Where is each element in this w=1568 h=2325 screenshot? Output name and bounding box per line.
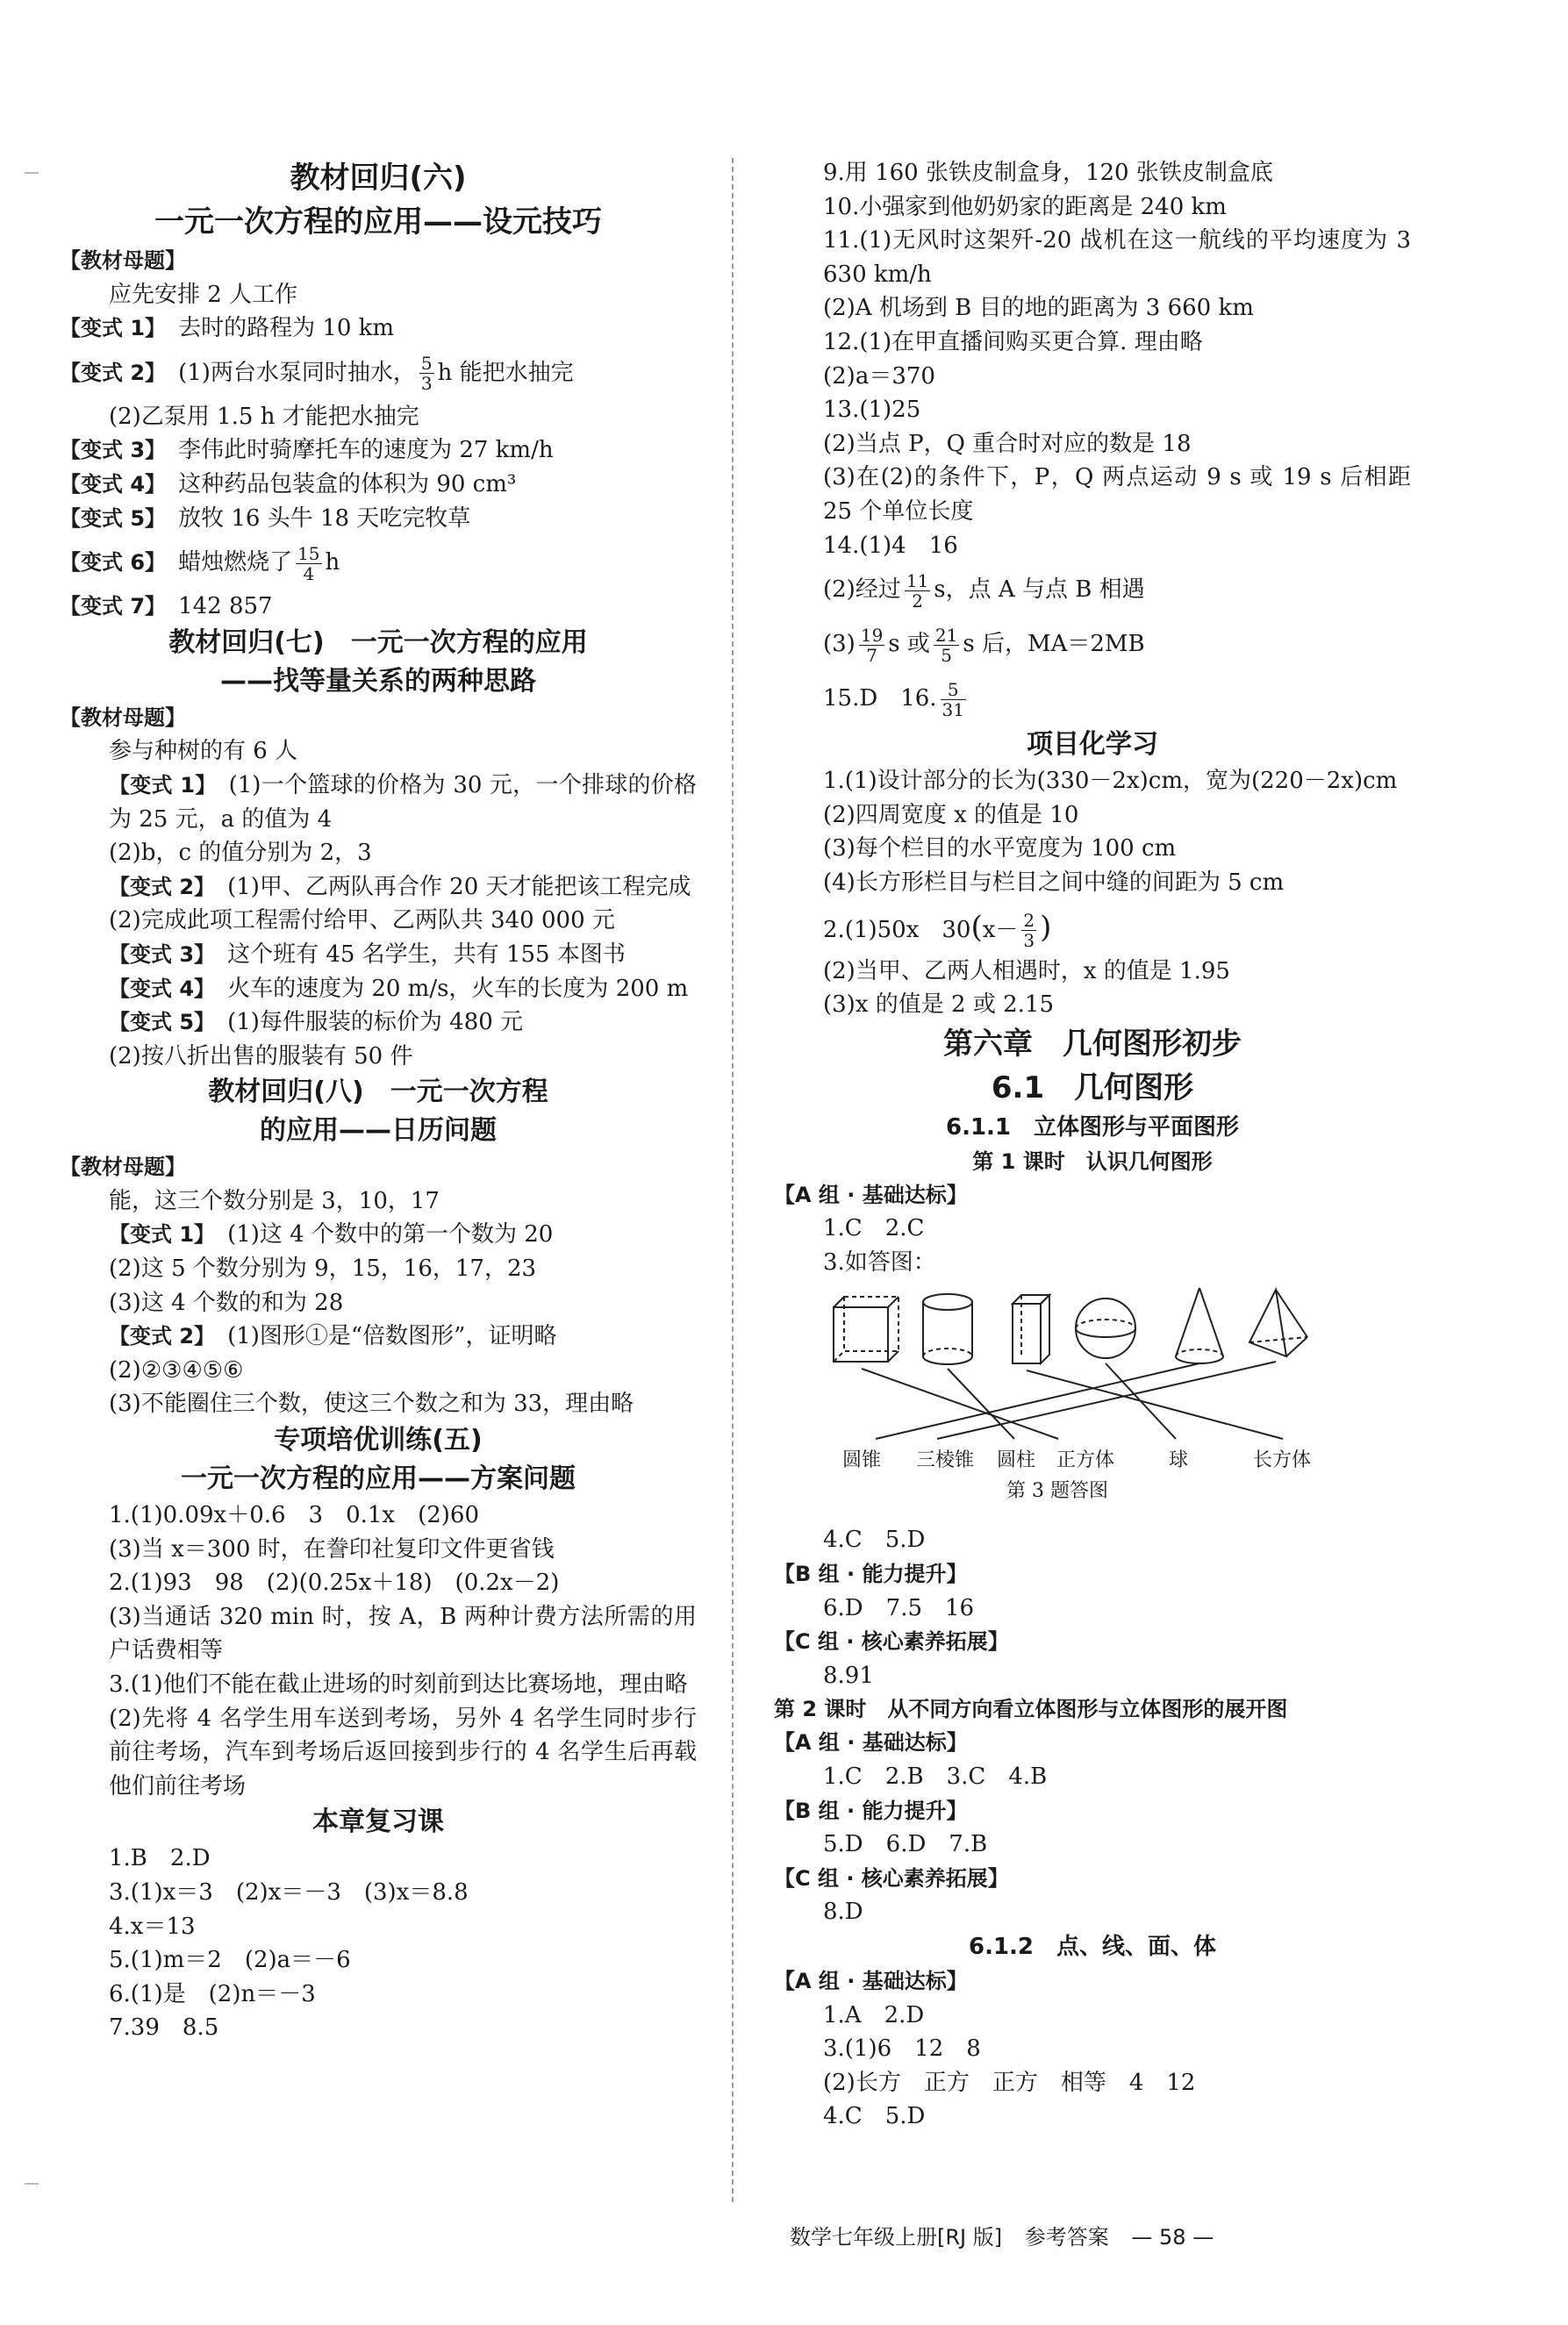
answer-text: 这个班有 45 名学生，共有 155 本图书 bbox=[227, 941, 626, 968]
fraction: $\frac{15}{4}$ bbox=[297, 542, 320, 584]
answer-line: (2)按八折出售的服装有 50 件 bbox=[109, 1042, 413, 1070]
margin-mark bbox=[25, 2183, 39, 2185]
answer-line: (2)完成此项工程需付给甲、乙两队共 340 000 元 bbox=[109, 907, 615, 934]
figure-label: 圆锥 bbox=[842, 1449, 882, 1472]
answer-line: 9.用 160 张铁皮制盒身，120 张铁皮制盒底 bbox=[823, 160, 1273, 186]
section-subtitle: 一元一次方程的应用——设元技巧 bbox=[154, 204, 602, 240]
answer-line: 14.(1)4 16 bbox=[823, 532, 958, 559]
answer-line: 2.(1)93 98 (2)(0.25x＋18) (0.2x－2) bbox=[109, 1570, 560, 1597]
answer-tag: 【变式 2】 bbox=[60, 360, 167, 385]
answer-text: (1)每件服装的标价为 480 元 bbox=[227, 1009, 524, 1036]
answer-line: (2)乙泵用 1.5 h 才能把水抽完 bbox=[109, 403, 419, 430]
answer-text: 去时的路程为 10 km bbox=[178, 315, 395, 342]
answer-line: 12.(1)在甲直播间购买更合算. 理由略 bbox=[823, 328, 1203, 355]
answer-line: (2)A 机场到 B 目的地的距离为 3 660 km bbox=[823, 295, 1254, 322]
fraction: $\frac{21}{5}$ bbox=[934, 624, 958, 666]
figure-caption: 第 3 题答图 bbox=[1006, 1480, 1108, 1503]
section-subtitle: ——找等量关系的两种思路 bbox=[220, 665, 536, 697]
answer-line: 3.如答图： bbox=[823, 1248, 936, 1276]
answer-tag: 【教材母题】 bbox=[60, 705, 186, 730]
answer-line: (2)b，c 的值分别为 2，3 bbox=[109, 840, 372, 867]
pyramid-shape bbox=[1249, 1290, 1286, 1356]
answer-text: 142 857 bbox=[178, 593, 273, 620]
subsection-title: 6.1.1 立体图形与平面图形 bbox=[945, 1113, 1240, 1141]
answer-line: 10.小强家到他奶奶家的距离是 240 km bbox=[823, 193, 1227, 220]
subsection-title: 6.1.2 点、线、面、体 bbox=[968, 1934, 1217, 1960]
answer-line: 1.A 2.D bbox=[823, 2001, 925, 2028]
group-tag: 【C 组 · 核心素养拓展】 bbox=[774, 1865, 1009, 1891]
answer-tag: 【变式 1】 bbox=[109, 1222, 216, 1248]
answer-line: (3)x 的值是 2 或 2.15 bbox=[823, 991, 1054, 1019]
sphere-shape bbox=[1076, 1298, 1135, 1358]
fraction: $\frac{2}{3}$ bbox=[1023, 910, 1035, 951]
section-title: 本章复习课 bbox=[312, 1806, 444, 1838]
figure-label: 三棱锥 bbox=[916, 1449, 975, 1472]
answer-line: 5.(1)m＝2 (2)a＝－6 bbox=[109, 1947, 351, 1974]
fraction: $\frac{19}{7}$ bbox=[860, 624, 884, 666]
answer-tag: 【变式 3】 bbox=[109, 941, 216, 967]
answer-line: 3.(1)6 12 8 bbox=[823, 2035, 981, 2063]
group-tag: 【A 组 · 基础达标】 bbox=[774, 1182, 968, 1207]
answer-text: 放牧 16 头牛 18 天吃完牧草 bbox=[178, 504, 471, 532]
answer-tag: 【变式 5】 bbox=[109, 1010, 216, 1035]
answer-line: (2)当甲、乙两人相遇时，x 的值是 1.95 bbox=[823, 957, 1230, 984]
group-tag: 【B 组 · 能力提升】 bbox=[774, 1562, 968, 1587]
answer-text: (1)甲、乙两队再合作 20 天才能把该工程完成 bbox=[227, 873, 691, 900]
answer-line: (3)当 x＝300 时，在誊印社复印文件更省钱 bbox=[109, 1535, 555, 1563]
answer-line: (2)②③④⑤⑥ bbox=[109, 1356, 244, 1384]
answer-text: s 后，MA＝2MB bbox=[963, 631, 1145, 658]
section-title: 6.1 几何图形 bbox=[991, 1070, 1194, 1105]
figure-label: 长方体 bbox=[1253, 1449, 1312, 1472]
fraction: $\frac{5}{3}$ bbox=[420, 353, 433, 395]
section-title: 教材回归(六) bbox=[290, 161, 467, 196]
answer-line: 1.(1)设计部分的长为(330－2x)cm，宽为(220－2x)cm bbox=[823, 768, 1398, 795]
answer-tag: 【教材母题】 bbox=[60, 248, 186, 273]
answer-line: (2)先将 4 名学生用车送到考场，另外 4 名学生同时步行前往考场，汽车到考场后返回接到步行的 4 名学生后再载他们前往考场 bbox=[109, 1705, 697, 1799]
group-tag: 【C 组 · 核心素养拓展】 bbox=[774, 1629, 1009, 1655]
answer-line: (3)当通话 320 min 时，按 A，B 两种计费方法所需的用户话费相等 bbox=[109, 1603, 697, 1664]
answer-line: 3.(1)x＝3 (2)x＝－3 (3)x＝8.8 bbox=[109, 1878, 469, 1906]
answer-tag: 【变式 5】 bbox=[60, 505, 167, 531]
answer-text: h bbox=[325, 549, 340, 576]
answer-line: 11.(1)无风时这架歼-20 战机在这一航线的平均速度为 3 630 km/h bbox=[823, 227, 1411, 288]
answer-line: 5.D 6.D 7.B bbox=[823, 1831, 988, 1858]
cone-shape bbox=[1176, 1288, 1199, 1356]
answer-text: s 或 bbox=[888, 631, 930, 658]
answer-text: h 能把水抽完 bbox=[437, 359, 574, 386]
answer-text: (2)经过 bbox=[823, 576, 901, 604]
answer-tag: 【变式 4】 bbox=[60, 471, 167, 497]
fraction: $\frac{11}{2}$ bbox=[906, 569, 929, 612]
answer-line: (3)在(2)的条件下，P，Q 两点运动 9 s 或 19 s 后相距 25 个单位长度 bbox=[823, 464, 1411, 525]
answer-text: (1)两台水泵同时抽水， bbox=[178, 359, 416, 386]
section-subtitle: 的应用——日历问题 bbox=[260, 1115, 497, 1147]
answer-text: 这种药品包装盒的体积为 90 cm³ bbox=[178, 470, 517, 497]
answer-line: (4)长方形栏目与栏目之间中缝的间距为 5 cm bbox=[823, 869, 1285, 896]
answer-line: 7.39 8.5 bbox=[109, 2014, 219, 2042]
answer-line: 1.C 2.C bbox=[823, 1215, 925, 1242]
answer-line: 4.x＝13 bbox=[109, 1913, 196, 1940]
answer-line: 13.(1)25 bbox=[823, 397, 921, 424]
answer-tag: 【变式 3】 bbox=[60, 438, 167, 463]
answer-line: (2)四周宽度 x 的值是 10 bbox=[823, 801, 1079, 828]
answer-text: 15.D 16. bbox=[823, 685, 937, 712]
answer-tag: 【变式 7】 bbox=[60, 594, 167, 619]
lesson-title: 第 2 课时 从不同方向看立体图形与立体图形的展开图 bbox=[774, 1697, 1288, 1722]
group-tag: 【A 组 · 基础达标】 bbox=[774, 1969, 968, 1993]
section-title: 专项培优训练(五) bbox=[274, 1425, 483, 1456]
matching-figure bbox=[827, 1283, 1318, 1520]
left-column bbox=[60, 156, 697, 2045]
answer-tag: 【变式 2】 bbox=[109, 874, 216, 899]
section-subtitle: 一元一次方程的应用——方案问题 bbox=[181, 1463, 576, 1495]
answer-text: 李伟此时骑摩托车的速度为 27 km/h bbox=[178, 437, 554, 464]
answer-line: 参与种树的有 6 人 bbox=[109, 738, 298, 765]
answer-line: (3)这 4 个数的和为 28 bbox=[109, 1289, 344, 1316]
section-title: 教材回归(七) 一元一次方程的应用 bbox=[168, 626, 588, 658]
right-column: 9.用 160 张铁皮制盒身，120 张铁皮制盒底 10.小强家到他奶奶家的距离是 240 km 11.(1)无风时这架歼-20 战机在这一航线的平均速度为 3 630 km/h (2)A 机场到 B 目的地的距离为 3 660 km 12.(1)在甲直播间购买更合算. 理由略 (2)a＝370 13.(1)25 (2)当点 P，Q 重合时对应的数是 18 (3)在(2)的条件下，P，Q 两点运动 9 s 或 19 s 后相距 25 个单位长度 14.(1)4 16 (2)经过 $\frac{11}{2}$ s，点 A 与点 B 相遇 (3) $\frac{19}{7}$ s 或 $\frac{21}{5}$ s 后，MA＝2MB 15.D 16. $\frac{5}{31}$ 项目化学习 1.(1)设计部分的长为(330－2x)cm，宽为(220－2x)cm (2)四周宽度 x 的值是 10 (3)每个栏目的水平宽度为 100 cm (4)长方形栏目与栏目之间中缝的间距为 5 cm 2.(1)50x 30(x－ $\frac{2}{3}$ ) (2)当甲、乙两人相遇时，x 的值是 1.95 (3)x 的值是 2 或 2.15 第六章 几何图形初步 6.1 几何图形 6.1.1 立体图形与平面图形 第 1 课时 认识几何图形 【A 组 · 基础达标】 1.C 2.C 3.如答图： 圆锥 三棱锥 圆柱 正方体 球 长方体 第 3 题答图 4.C 5.D 【B 组 · 能力提升】 6.D 7.5 16 【C 组 · 核心素养拓展】 8.91 第 2 课时 从不同方向看立体图形与立体图形的展开图 【A 组 · 基础达标】 1.C 2.B 3.C 4.B 【B 组 · 能力提升】 5.D 6.D 7.B 【C 组 · 核心素养拓展】 8.D 6.1.2 点、线、面、体 【A 组 · 基础达标】 1.A 2.D 3.(1)6 12 8 (2)长方 正方 正方 相等 4 12 4.C 5.D bbox=[774, 156, 1411, 2134]
footer-label: 参考答案 bbox=[1024, 2225, 1109, 2250]
answer-text: s，点 A 与点 B 相遇 bbox=[934, 576, 1145, 604]
cylinder-shape bbox=[923, 1294, 972, 1310]
figure-label: 正方体 bbox=[1056, 1449, 1115, 1472]
fraction: $\frac{5}{31}$ bbox=[942, 678, 964, 720]
answer-tag: 【变式 2】 bbox=[109, 1324, 216, 1349]
answer-line: 8.91 bbox=[823, 1662, 874, 1689]
page-footer bbox=[790, 2220, 1214, 2250]
answer-line: 1.B 2.D bbox=[109, 1845, 211, 1872]
answer-tag: 【变式 1】 bbox=[60, 316, 167, 341]
answer-line: 4.C 5.D bbox=[823, 1527, 926, 1554]
answer-line: 3.(1)他们不能在截止进场的时刻前到达比赛场地，理由略 bbox=[109, 1671, 688, 1698]
chapter-title: 第六章 几何图形初步 bbox=[943, 1026, 1242, 1062]
answer-line: 4.C 5.D bbox=[823, 2103, 926, 2130]
answer-text: (1)一个篮球的价格为 30 元，一个排球的价格为 25 元，a 的值为 4 bbox=[109, 771, 697, 833]
answer-line: (2)这 5 个数分别为 9，15，16，17，23 bbox=[109, 1256, 537, 1283]
answer-line: 6.(1)是 (2)n＝－3 bbox=[109, 1980, 316, 2007]
answer-line: (3)不能圈住三个数，使这三个数之和为 33，理由略 bbox=[109, 1391, 634, 1418]
cuboid-shape bbox=[1013, 1304, 1041, 1363]
book-title: 数学七年级上册[RJ 版] bbox=[790, 2225, 1003, 2250]
answer-tag: 【变式 4】 bbox=[109, 976, 216, 1001]
answer-text: (3) bbox=[823, 631, 856, 658]
section-title: 项目化学习 bbox=[1027, 729, 1158, 761]
section-title: 教材回归(八) 一元一次方程 bbox=[208, 1077, 548, 1108]
answer-tag: 【变式 1】 bbox=[109, 772, 217, 798]
figure-label: 圆柱 bbox=[997, 1449, 1036, 1472]
answer-line: (2)a＝370 bbox=[823, 362, 935, 390]
margin-mark bbox=[25, 172, 39, 174]
column-divider bbox=[732, 158, 734, 2202]
lesson-title: 第 1 课时 认识几何图形 bbox=[972, 1148, 1213, 1174]
answer-line: 8.D bbox=[823, 1899, 863, 1926]
answer-text: (1)这 4 个数中的第一个数为 20 bbox=[227, 1221, 554, 1248]
answer-line: (3)每个栏目的水平宽度为 100 cm bbox=[823, 835, 1177, 862]
answer-line: 1.C 2.B 3.C 4.B bbox=[823, 1763, 1048, 1791]
figure-label: 球 bbox=[1169, 1449, 1189, 1472]
answer-tag: 【教材母题】 bbox=[60, 1155, 186, 1180]
answer-line: 应先安排 2 人工作 bbox=[109, 281, 298, 308]
answer-tag: 【变式 6】 bbox=[60, 550, 167, 576]
answer-text: x－ bbox=[982, 916, 1019, 943]
answer-line: (2)长方 正方 正方 相等 4 12 bbox=[823, 2069, 1196, 2096]
answer-line: 能，这三个数分别是 3，10，17 bbox=[109, 1187, 440, 1214]
answer-line: 1.(1)0.09x＋0.6 3 0.1x (2)60 bbox=[109, 1502, 480, 1529]
answer-text: (1)图形①是“倍数图形”，证明略 bbox=[227, 1323, 557, 1350]
page-number: — 58 — bbox=[1131, 2225, 1214, 2250]
answer-line: (2)当点 P，Q 重合时对应的数是 18 bbox=[823, 430, 1192, 457]
answer-text: 蜡烛燃烧了 bbox=[178, 549, 293, 576]
answer-text: 2.(1)50x 30 bbox=[823, 916, 971, 943]
group-tag: 【A 组 · 基础达标】 bbox=[774, 1730, 968, 1756]
group-tag: 【B 组 · 能力提升】 bbox=[774, 1798, 968, 1823]
answer-text: 火车的速度为 20 m/s，火车的长度为 200 m bbox=[227, 975, 689, 1002]
answer-line: 6.D 7.5 16 bbox=[823, 1594, 975, 1621]
